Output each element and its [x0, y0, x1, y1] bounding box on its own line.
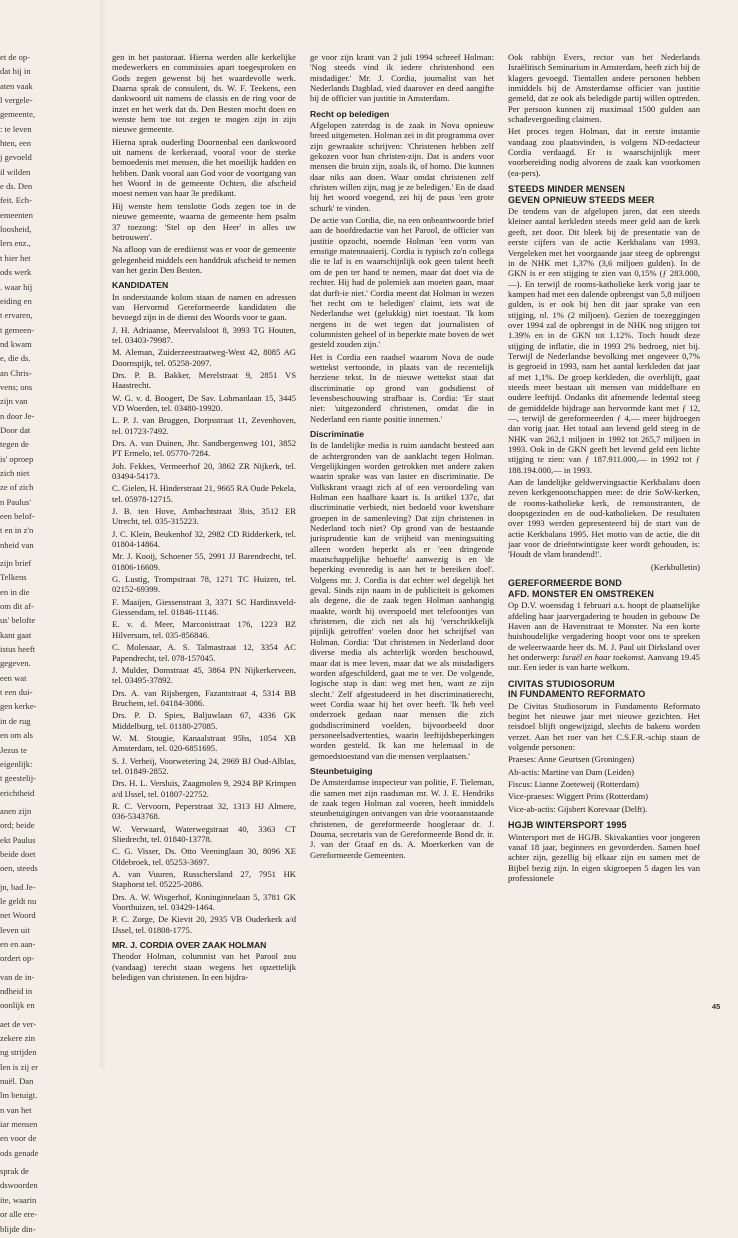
cutoff-line: ekt Paulus	[0, 834, 36, 845]
cutoff-line: jn, bad Je-	[0, 881, 36, 892]
holman-paragraph: Het is Cordia een raadsel waarom Nova de oude wettekst vertoonde, in plaats van de recentelijk herziene tekst. In de nieuwe wettekst staat dat discriminatie op grond van godsdienst of levensbeschouwing strafbaar is. Cordia: 'Er staat niet: 'uitgezonderd christenen, omdat die in Nederland een riante positie innemen.'	[310, 351, 494, 424]
holman-paragraph: De Amsterdamse inspecteur van politie, F. Tieleman, die samen met zijn raadsman mr. W. J. E. Hendriks de zaak tegen Holman zal voeren, heeft inmiddels steunbetuigingen ontvangen van drie vooraanstaande christenen, de gereformeerde hoogleraar dr. J. Douma, secretaris van de Gereformeerde Bond dr. ir. J. van der Graaf en ds. A. Moerkerken van de Gereformeerde Gemeenten.	[310, 777, 494, 860]
officer-line: Ab-actis: Martine van Dam (Leiden)	[508, 766, 634, 777]
cutoff-line: is' oproep	[0, 453, 34, 464]
candidate-address: W. G. v. d. Boogert, De Sav. Lohmanlaan 15, 3445 VD Woerden, tel. 03480-19920.	[112, 392, 296, 413]
candidate-address: C. Gielen, H. Hinderstraat 21, 9665 RA Oude Pekela, tel. 05978-12715.	[112, 483, 296, 504]
candidate-address: J. H. Adriaanse, Meervalsloot 8, 3993 TG Houten, tel. 03403-79987.	[112, 324, 296, 345]
candidate-address: L. P. J. van Bruggen, Dorpsstraat 11, Zevenhoven, tel. 01723-7492.	[112, 415, 296, 436]
cutoff-line: Telkens	[0, 572, 27, 583]
cutoff-line: . waar hij	[0, 281, 33, 292]
cutoff-line: een wat	[0, 672, 27, 683]
cutoff-line: gemeente,	[0, 109, 36, 120]
candidate-address: J. B. ten Hove, Ambachtstraat 3bis, 3512 ER Utrecht, tel. 035-315223.	[112, 506, 296, 527]
cutoff-line: et de op-	[0, 52, 31, 62]
cutoff-line: ite, waarin	[0, 1194, 37, 1205]
cutoff-line: ordert op-	[0, 953, 35, 964]
cutoff-line: ndheid in	[0, 986, 33, 996]
cutoff-line: t gemeen-	[0, 324, 35, 335]
cutoff-line: oonlijk en	[0, 1000, 35, 1011]
cutoff-line: kant gaat	[0, 629, 32, 640]
cutoff-line: e, die ds.	[0, 353, 31, 364]
cutoff-line: n Paulus'	[0, 496, 31, 507]
cutoff-line: en om als	[0, 730, 33, 741]
candidate-address: M. Aleman, Zuiderzeestraatweg-West 42, 8085 AG Doornspijk, tel. 05258-2097.	[112, 347, 296, 368]
kandidaten-intro: In onderstaande kolom staan de namen en adressen van Hervormd Gereformeerde kandidaten die bevoegd zijn in de dienst des Woords voor te gaan.	[112, 291, 296, 323]
news-paragraph: Op D.V. woensdag 1 februari a.s. hoopt de plaatselijke afdeling haar jaarvergadering te houden in gebouw De Haven aan de Havenstraat te Monster. Na een korte huishoudelijke vergadering hoopt voor ons te spreken de weleerwaarde heer ds. M. J. Paul uit Dirksland over het onderwerp: Israël en haar toekomst. Aanvang 19.45 uur. Een ieder is van harte welkom.	[508, 600, 700, 673]
ordination-paragraph: Hij wenste hem tenslotte Gods zegen toe in de nieuwe gemeente, waarna de gemeente hem psalm 37 toezong: 'Stel op den Heer' in alles uw betrouwen'.	[112, 200, 296, 242]
hgjb-heading: HGJB WINTERSPORT 1995	[508, 820, 627, 830]
discriminatie-heading: Discriminatie	[310, 428, 364, 439]
officer-line: Praeses: Anne Geurtsen (Groningen)	[508, 754, 635, 765]
source-credit: (Kerkbulletin)	[650, 561, 700, 572]
cutoff-line: zijn van	[0, 396, 28, 407]
cutoff-line: beide doet	[0, 848, 36, 859]
candidate-address: S. J. Verheij, Voorwetering 24, 2969 BJ Oud-Alblas, tel. 01849-2852.	[112, 755, 296, 776]
cutoff-line: sprak de	[0, 1166, 29, 1177]
cutoff-line: dswoorden	[0, 1180, 38, 1191]
cutoff-line: len is zij er	[0, 1061, 38, 1072]
page-crease	[100, 0, 106, 1068]
cutoff-line: us' belofte	[0, 615, 36, 626]
holman-paragraph: De actie van Cordia, die, na een onbeantwoorde brief aan de hoofdredactie van het Parool, de officier van justitie opzocht, noemde Holman 'een vorm van ernstige matennaaierij. Cordia is typisch zo'n collega die te laf is en waarschijnlijk ook geen talent heeft om de pen ter hand te nemen, maar dat doet via de rechter. Hij had de polemiek aan moeten gaan, maar dat durft-ie niet.' Cordia meent dat Holman in wezen 'het recht om te beledigen' claimt, iets wat de Nederlandse wet (gelukkig) niet toestaat. 'Ik kom nergens in de wet tegen dat journalisten of columnisten geheel of in beperkte mate boven de wet gesteld zouden zijn.'	[310, 215, 494, 350]
cutoff-line: ods genade	[0, 1147, 39, 1158]
cutoff-line: an Chris-	[0, 367, 32, 378]
candidate-address: Drs. A. van Duinen, Jhr. Sandbergenweg 101, 3852 PT Ermelo, tel. 05770-7284.	[112, 437, 296, 459]
cordia-heading: MR. J. CORDIA OVER ZAAK HOLMAN	[112, 940, 267, 951]
cutoff-line: en in die	[0, 586, 30, 597]
cutoff-line: om dit af-	[0, 601, 34, 612]
cutoff-line: emeenten	[0, 209, 33, 220]
candidate-address: Drs. H. L. Versluis, Zaagmolen 9, 2924 BP Krimpen a/d IJssel, tel. 01807-22752.	[112, 778, 296, 799]
officer-line: Vice-praeses: Wiggert Prins (Rotterdam)	[508, 791, 649, 802]
candidate-address: C. Molenaar, A. S. Talmastraat 12, 3354 AC Papendrecht, tel. 078-157045.	[112, 642, 296, 663]
cutoff-line: anen zijn	[0, 805, 32, 816]
cutoff-line: t ervaren,	[0, 310, 33, 321]
cutoff-line: t hier het	[0, 252, 31, 263]
column-1	[112, 52, 296, 984]
cutoff-line: e ds. Den	[0, 181, 33, 192]
cutoff-line: oen, steeds	[0, 863, 38, 874]
candidate-address: E. v. d. Meer, Marconistraat 176, 1223 BZ Hilversum, tel. 035-856846.	[112, 619, 296, 640]
candidate-address: Mr. J. Kooij, Schoener 55, 2991 JJ Barendrecht, tel. 01806-16609.	[112, 551, 296, 572]
cutoff-line: Jezus te	[0, 744, 27, 755]
ordination-paragraph: Na afloop van de erediienst was er voor de gemeente gelegenheid middels een handdruk afscheid te nemen van het gezin Den Besten.	[112, 244, 296, 275]
cutoff-line: t en in z'n	[0, 525, 34, 536]
candidate-address: F. Maaijen, Giessenstraat 3, 3371 SC Hardinxveld-Giessendam, tel. 01846-11146.	[112, 596, 296, 618]
cutoff-line: tegen de	[0, 439, 29, 450]
cutoff-line: : te leven	[0, 123, 32, 134]
column-3	[508, 52, 700, 885]
cutoff-line: n door Je-	[0, 410, 35, 421]
officer-line: Vice-ab-actis: Gijsbert Korevaar (Delft).	[508, 803, 648, 814]
cutoff-line: ze of zich	[0, 482, 34, 493]
ordination-paragraph: Hierna sprak ouderling Doornenbal een dankwoord uit namens de kerkeraad, vooral voor de sterke bemoedenis met mensen, die het moeilijk hadden en hebben. Dank vooral aan God voor de voortgang van het Woord in de gemeente Ochten, die afscheid moest nemen van haar 3e predikant.	[112, 136, 296, 199]
cutoff-line: istus heeft	[0, 644, 36, 655]
candidate-address: Drs. P. D. Spies, Baljuwlaan 67, 4336 GK Middelburg, tel. 01180-27085.	[112, 710, 296, 731]
news-paragraph: De tendens van de afgelopen jaren, dat een steeds kleiner aantal kerkleden steeds meer geld aan de kerk geeft, zet door. Dit bleek bij de presentatie van de eerste cijfers van de actie Kerkbalans van 1993. Vergeleken met het voorgaande jaar steeg de opbrengst in de NHK met 1,37% (3,6 miljoen gulden). In de GKN is er een stijging te zien van 0,15% (ƒ 283.000,—). En terwijl de rooms-katholieke kerk vorig jaar te kampen had met een dalende opbrengst van 5,8 miljoen gulden, is er ook bij hen dit jaar sprake van een stijging, nl. 1% (2 miljoen). Gezien de toezeggingen over 1994 zal de opbrengst in de NHK nog stijgen tot 1.39% en in de GKN tot 1.12%. Toch houdt deze stijging de inflatie, die in 1993 2% bedroeg, niet bij. Terwijl de Nederlandse bevolking met ongeveer 0,7% is gegroeid in 1993, nam het aantal kerkleden dat jaar af met 1,1%. De groep kerkleden, die overblijft, gaat steeds meer bestaan uit mensen van middelbare en oudere leeftijd. Ondanks dit afnemende ledental steeg de gemiddelde bijdrage aan hervormde kant met ƒ 12,—, terwijl de gereformeerden ƒ 4,— meer bijdroegen dan vorig jaar. Het totaal aan levend geld steeg in de NHK van 262,1 miljoen in 1992 tot 265,7 miljoen in 1993. Ook in de GKN geeft het levend geld een lichte stijging te zien: van ƒ 187.911.000,— in 1992 tot ƒ 188.194.000,— in 1993.	[508, 206, 700, 475]
cutoff-line: il wilden	[0, 166, 31, 177]
bond-heading: GEREFORMEERDE BOND AFD. MONSTER EN OMSTREKEN	[508, 578, 655, 599]
cutoff-line: loosheid,	[0, 224, 32, 235]
cutoff-line: en voor de	[0, 1133, 37, 1144]
candidate-address: Drs. A. van Rijsbergen, Fazantstraat 4, 5314 BB Bruchem, tel. 04184-3086.	[112, 687, 296, 708]
cutoff-line: l vergele-	[0, 95, 33, 106]
news-paragraph: Het proces tegen Holman, dat in eerste instantie vandaag zou plaatsvinden, is volgens ND-redacteur Cordia verdaagd. Er is waarschijnlijk meer voorbereiding nodig alvorens de zaak kan voorkomen (ea-pers).	[508, 126, 700, 178]
holman-paragraph: ge voor zijn krant van 2 juli 1994 schreef Holman: 'Nog steeds vind ik iedere christenhond een misdadiger.' Mr. J. Cordia, journalist van het Nederlands Dagblad, vied daarover en deed aangifte bij de officier van justitie in Amsterdam.	[310, 52, 494, 104]
page-number: 45	[712, 1002, 721, 1011]
news-paragraph: Wintersport met de HGJB. Skivakanties voor jongeren vanaf 18 jaar, beginners en gevorderden. Samen hoef achter zijn, gezellig bij elkaar zijn en samen met de Bijbel bezig zijn. In eigen skigroepen 5 dagen les van professionele	[508, 831, 700, 883]
civitas-heading: CIVITAS STUDIOSORUM IN FUNDAMENTO REFORMATO	[508, 678, 646, 700]
cutoff-line: lm betuigt.	[0, 1090, 38, 1101]
cutoff-line: j gevoeld	[0, 152, 32, 163]
cutoff-line: nheid van	[0, 539, 34, 550]
candidate-address: C. G. Visser, Ds. Otto Veeninglaan 30, 8096 XE Oldebroek, tel. 05253-3697.	[112, 846, 296, 867]
news-paragraph: Ook rabbijn Evers, rector van het Nederlands Israëlitisch Seminarium in Amsterdam, heeft zich bij de klagers gevoegd. Tientallen andere personen hebben inmiddels bij de Amsterdamse officier van justitie gemeld, dat ze ook als beledigde partij willen optreden. Per persoon kunnen zij maximaal 1500 gulden aan schadevergoeding claimen.	[508, 52, 700, 125]
cutoff-line: ng strijden	[0, 1047, 37, 1058]
candidate-address: R. C. Vervoorn, Peperstraat 32, 1313 HJ Almere, 036-5343768.	[112, 800, 296, 822]
cutoff-line: hten, een	[0, 138, 32, 149]
candidate-address: W. Verwaard, Waterwegstraat 40, 3363 CT Sliedrecht, tel. 01840-13778.	[112, 823, 296, 845]
candidate-address: Drs. A. W. Wisgerhof, Koninginnelaan 5, 3781 GK Voorthuizen, tel. 03429-1464.	[112, 891, 296, 913]
steunbetuiging-heading: Steunbetuiging	[310, 765, 373, 776]
cutoff-line: nd kwam	[0, 338, 32, 349]
steeds-heading: STEEDS MINDER MENSEN GEVEN OPNIEUW STEEDS MEER	[508, 184, 655, 205]
cutoff-line: dat hij in	[0, 66, 31, 77]
news-paragraph: Aan de landelijke geldwervingsactie Kerkbalans doen zeven kerkgenootschappen mee: de drie SoW-kerken, de rooms-katholieke kerk, de remonstranten, de doopsgezinden en de oud-katholieken. De resultaten over 1993 werden gepresenteerd bij de start van de actie Kerkbalans 1995. Het motto van de actie, die dit jaar voor de drieëntwintigste keer wordt gehouden, is: 'Houdt de vlam brandend!'.	[508, 477, 700, 560]
cutoff-line: zijn brief	[0, 558, 32, 569]
cordia-intro: Theodor Holman, columnist van het Parool zou (vandaag) terecht staan wegens het opzettelijk beledigen van christenen. In een bijdra-	[112, 951, 296, 983]
holman-paragraph: In de landelijke media is ruim aandacht besteed aan de achtergronden van de aanklacht tegen Holman. Vergelijkingen worden getrokken met andere zaken waarin sprake was van laster en discriminatie. De Volkskrant vraagt zich af of een veroordeling van Holman een haalbare kaart is. Is artikel 137c, dat discriminatie verbiedt, niet bedoeld voor kwetsbare groepen in de samenleving? Dat zijn christenen in Nederland toch niet? Op grond van de bestaande jurisprudentie kan de vrijheid van meningsuiting alleen worden beperkt als er 'een dringende maatschappelijke behoefte' aanwezig is en 'de beperking evenredig is aan het te bereiken doel'. Volgens mr. J. Cordia is dat echter wel degelijk het geval. Sinds zijn naam in de publiciteit is gekomen als degene, die de zaak tegen Holman aanhangig maakte, wordt hij overspoeld met telefoontjes van christenen, die zich net als hij 'verschrikkelijk pijnlijk getroffen' voelen door het schrijfsel van Holman. Cordia: 'Dat christenen in Nederland door diverse media als achterlijk worden beschouwd, maar dat is mee leven, maar dat we als misdadigers worden afgeschilderd, gaat me te ver. De volgende, logische stap is dan: weg met hen, want ze zijn slecht.' Zelf afgestudeerd in het discriminatierecht, weet Cordia waar hij het over heeft. 'Ik heb veel onderzoek gedaan naar mensen die zich godsdiscriminerd voelden, bijvoorbeeld door personeelsadvertenties, waarin leeftijdsbeperkingen worden gesteld. Ik kan me helemaal in de gemoedstoestand van die mensen verplaatsen.'	[310, 440, 494, 761]
officer-line: Fiscus: Lianne Zoeteweij (Rotterdam)	[508, 778, 640, 789]
cutoff-line: t een dui-	[0, 687, 33, 698]
ordination-report	[112, 52, 296, 275]
cutoff-line: feit. Ech-	[0, 195, 32, 206]
cutoff-line: in de rug	[0, 715, 31, 726]
candidate-address: W. M. Stougie, Kanaalstraat 95hs, 1054 XB Amsterdam, tel. 020-6851695.	[112, 732, 296, 754]
candidate-address: P. C. Zorge, De Kievit 20, 2935 VB Ouderkerk a/d IJssel, tel. 01808-1775.	[112, 914, 296, 935]
cutoff-line: en en aan-	[0, 938, 36, 949]
cutoff-line: lers enz.,	[0, 238, 31, 249]
left-cutoff-column	[0, 52, 96, 1238]
candidate-address: Drs. P. B. Bakker, Merelstraat 9, 2851 VS Haastrecht.	[112, 369, 296, 391]
cutoff-line: n van het	[0, 1104, 32, 1115]
cutoff-line: een belof-	[0, 511, 35, 521]
cutoff-line: or alle ere-	[0, 1209, 38, 1220]
cutoff-line: ord; beide	[0, 820, 35, 831]
cutoff-line: zich niet	[0, 467, 30, 478]
candidate-address: Joh. Fekkes, Vermeerhof 20, 3862 ZR Nijkerk, tel. 03494-54173.	[112, 460, 296, 482]
candidate-address: G. Lustig, Trompstraat 78, 1271 TC Huizen, tel. 02152-69399.	[112, 574, 296, 595]
cutoff-line: zekere zin	[0, 1033, 36, 1044]
cutoff-line: eigenlijk:	[0, 758, 33, 769]
candidate-address: J. C. Klein, Beukenhof 32, 2982 CD Ridderkerk, tel. 01804-14864.	[112, 528, 296, 550]
officer-list	[508, 754, 700, 814]
column-2	[310, 52, 494, 862]
cutoff-line: gen kerke-	[0, 701, 37, 712]
cutoff-line: Door dat	[0, 424, 31, 435]
cutoff-line: t geestelij-	[0, 773, 37, 784]
cutoff-line: blijde din-	[0, 1223, 36, 1234]
candidate-address: A. van Vuuren, Russchersland 27, 7951 HK Staphorst tel. 05225-2086.	[112, 869, 296, 890]
candidate-address-list	[112, 325, 296, 936]
cutoff-line: ods werk	[0, 267, 32, 278]
cutoff-line: net Woord	[0, 910, 36, 921]
news-paragraph: De Civitas Studiosorum in Fundamento Reformato begint het nieuwe jaar met nieuwe gezichten. Het reisdoel blijft ongewijzigd, slechts de bakens worden verzet. Aan het roer van het C.S.F.R.-schip staan de volgende personen:	[508, 700, 700, 752]
cutoff-line: leven uit	[0, 924, 30, 935]
cutoff-line: le geldt nu	[0, 895, 37, 906]
cutoff-line: aet de ver-	[0, 1018, 37, 1029]
cutoff-line: van de in-	[0, 971, 35, 982]
holman-paragraph: Afgelopen zaterdag is de zaak in Nova opnieuw breed uitgemeten. Holman zei in dit programma over zijn gewraakte schrijven: 'Christenen hebben zelf gekozen voor hun christen-zijn. Dat is anders voor mensen die bruin zijn, zoals ik, of homo. Die kunnen daar niks aan doen. Waar omdat christenen zelf christen willen zijn, mag je ze beledigen.' En de daad bij het woord voegend, zei hij de paus 'een grote schurk' te vinden.	[310, 120, 494, 213]
cutoff-line: nuël. Dan	[0, 1076, 34, 1087]
cutoff-line: vens; ons	[0, 381, 33, 392]
cutoff-line: eiding en	[0, 295, 32, 306]
kandidaten-heading: KANDIDATEN	[112, 280, 169, 291]
cutoff-line: erichtheid	[0, 787, 35, 798]
cutoff-line: aten vaak	[0, 80, 33, 91]
ordination-paragraph: gen in het pastoraat. Hierna werden alle kerkelijke medewerkers en commissies apart toegesproken en Gods zegen gewenst bij het waardevolle werk. Daarna sprak de consulent, ds. W. F. Teekens, een dankwoord uit namens de classis en de ring voor de inzet en het werk dat ds. Den Besten mocht doen en wenste hem toe tot zegen te mogen zijn in zijn nieuwe gemeente.	[112, 52, 296, 135]
candidate-address: J. Mulder, Domstraat 45, 3864 PN Nijkerkerveen, tel. 03495-37892.	[112, 664, 296, 686]
cutoff-line: gegeven.	[0, 658, 31, 669]
recht-heading: Recht op beledigen	[310, 108, 390, 119]
cutoff-line: iar mensen	[0, 1119, 38, 1130]
